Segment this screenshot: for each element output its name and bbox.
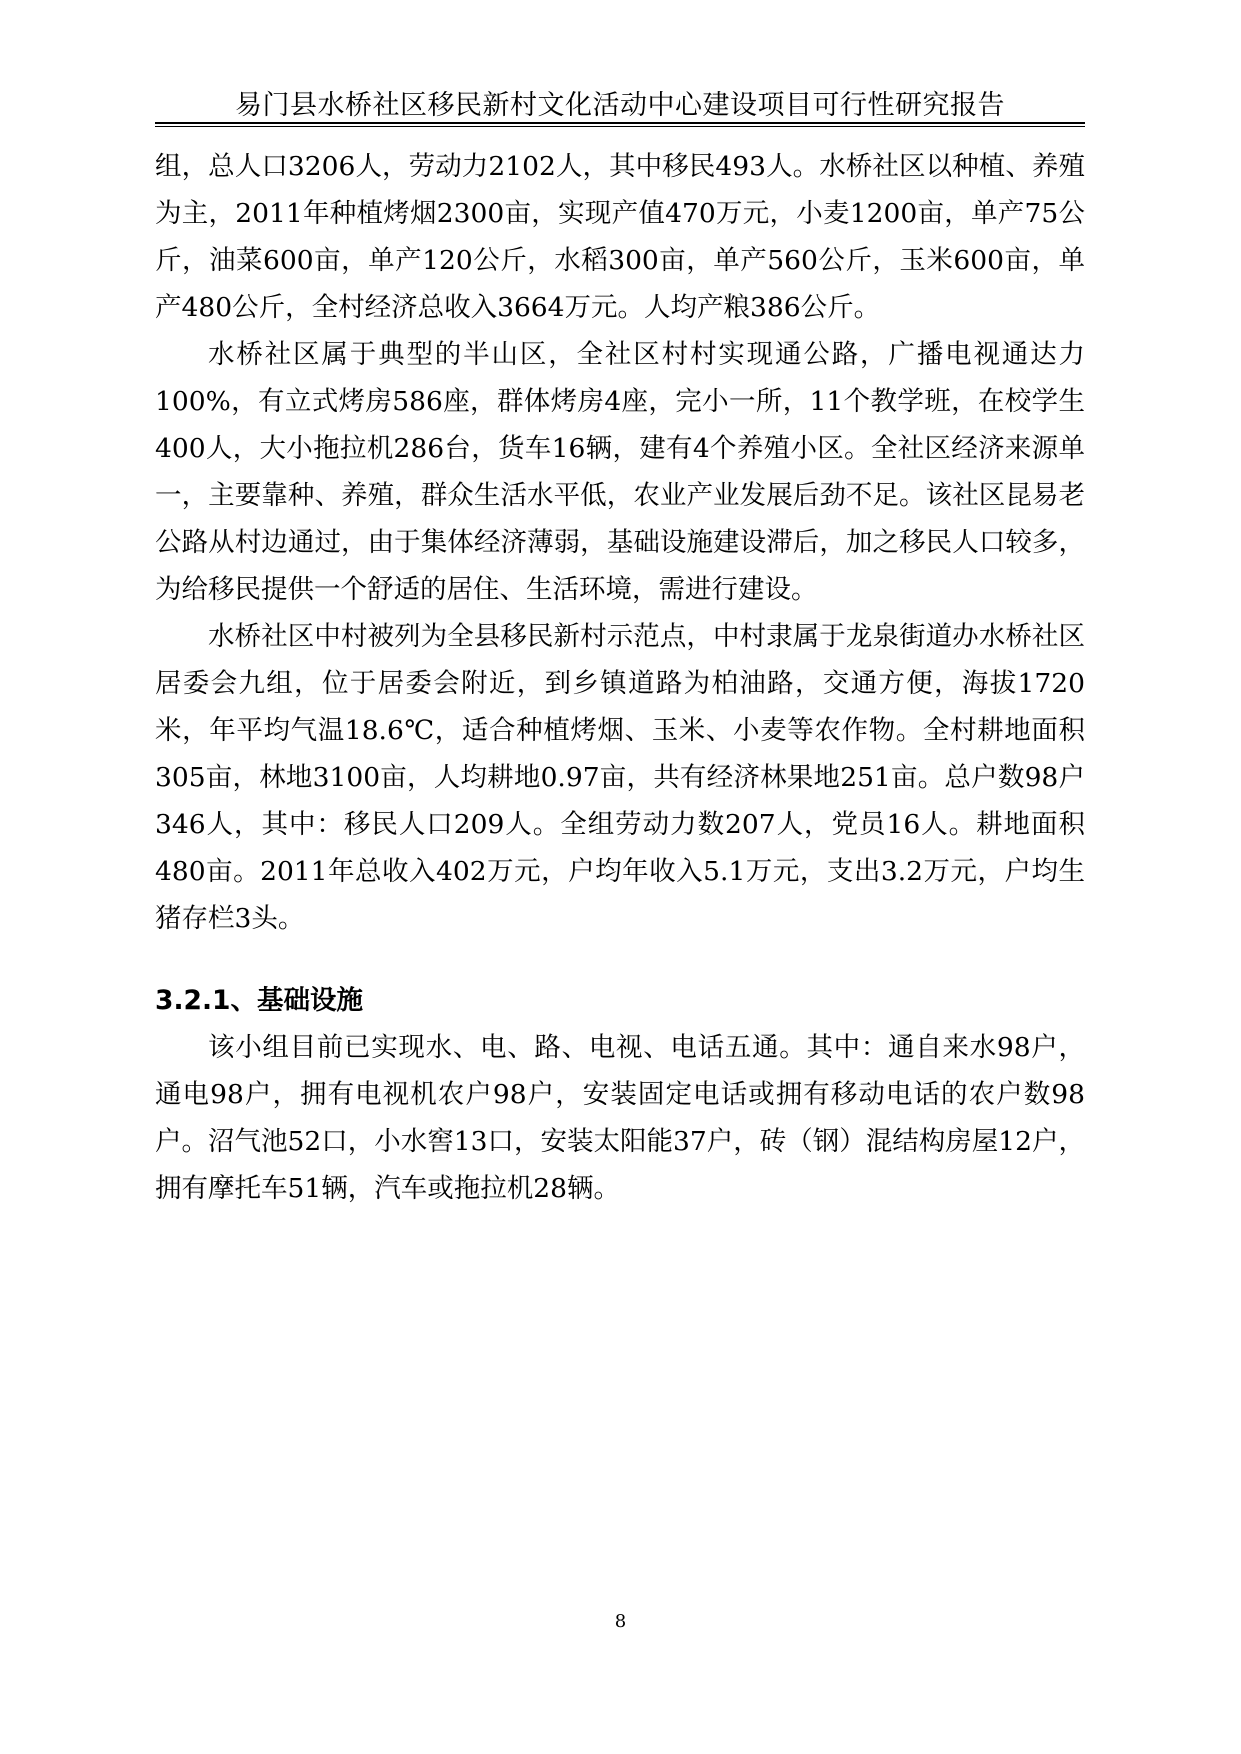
header-rule-thin [155, 126, 1085, 127]
paragraph-village-profile: 水桥社区中村被列为全县移民新村示范点，中村隶属于龙泉街道办水桥社区居委会九组，位于居委会附近，到乡镇道路为柏油路，交通方便，海拔1720米，年平均气温18.6℃，适合种植烤烟、玉米、小麦等农作物。全村耕地面积305亩，林地3100亩，人均耕地0.97亩，共有经济林果地251亩。总户数98户346人，其中：移民人口209人。全组劳动力数207人，党员16人。耕地面积480亩。2011年总收入402万元，户均年收入5.1万元，支出3.2万元，户均生猪存栏3头。 [155, 621, 1085, 934]
header-rule [155, 122, 1085, 124]
document-body [155, 143, 1085, 1212]
page-number: 8 [614, 1611, 627, 1632]
paragraph-community-overview: 水桥社区属于典型的半山区，全社区村村实现通公路，广播电视通达力100%，有立式烤房586座，群体烤房4座，完小一所，11个教学班，在校学生400人，大小拖拉机286台，货车16辆，建有4个养殖小区。全社区经济来源单一，主要靠种、养殖，群众生活水平低，农业产业发展后劲不足。该社区昆易老公路从村边通过，由于集体经济薄弱，基础设施建设滞后，加之移民人口较多，为给移民提供一个舒适的居住、生活环境，需进行建设。 [155, 339, 1085, 605]
paragraph-infrastructure: 该小组目前已实现水、电、路、电视、电话五通。其中：通自来水98户，通电98户，拥有电视机农户98户，安装固定电话或拥有移动电话的农户数98户。沼气池52口，小水窖13口，安装太阳能37户，砖（钢）混结构房屋12户，拥有摩托车51辆，汽车或拖拉机28辆。 [155, 1032, 1085, 1204]
running-header-title: 易门县水桥社区移民新村文化活动中心建设项目可行性研究报告 [235, 90, 1005, 121]
paragraph-continued: 组，总人口3206人，劳动力2102人，其中移民493人。水桥社区以种植、养殖为主，2011年种植烤烟2300亩，实现产值470万元，小麦1200亩，单产75公斤，油菜600亩，单产120公斤，水稻300亩，单产560公斤，玉米600亩，单产480公斤，全村经济总收入3664万元。人均产粮386公斤。 [155, 151, 1085, 323]
section-heading: 3.2.1、基础设施 [155, 985, 363, 1016]
